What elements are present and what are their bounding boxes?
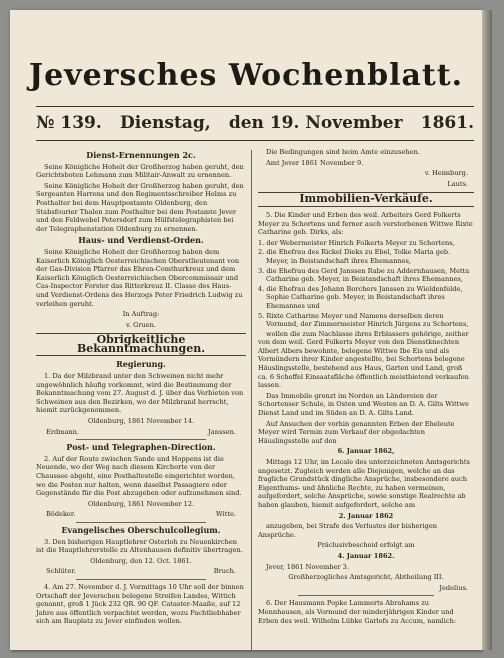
paragraph: wollen die zum Nachlasse ihres Erblassers gehörige, zeither von dem weil. Gerd Folkerts Meyer von den Dienstknechten Albert Albers bewohnte, belegene Wittwe Ibe Eis und als Vormündern ihrer Kinder angestellte, bei Schortens belegene Häuslingsstelle, bestehend aus Haus, Garten und Land, groß ca. 6 Scheffel Einsaatsfläche öffentlich meistbietend verkaufen lassen. [258, 329, 469, 390]
left-column [36, 148, 246, 628]
real-estate-heading: Immobilien-Verkäufe. [258, 192, 474, 207]
masthead-rule-top [36, 106, 474, 107]
signature: Witte. [215, 510, 236, 519]
paragraph: Seine Königliche Hoheit der Großherzog haben dem Kaiserlich Königlich Oesterreichischen Oberstlieutenant von der Gas-Division Pfarrer das Ehren-Comthurkreuz und dem Kaiserlich Königlich Oesterreichischen Obercommissair und Cas-Inspector Forster das Ritterkreuz II. Classe des Haus- und Verdienst-Ordens des Herzogs Peter Friedrich Ludwig zu verleihen geruht. [36, 247, 243, 308]
signature: Bödeker. [46, 510, 76, 519]
newspaper-page [10, 10, 482, 650]
term-date: 4. Januar 1862. [337, 551, 395, 560]
paragraph: 6. Der Hausmann Popke Lammerts Abrahams zu Mennhausen, als Vormund der minderjährigen Kinder und Erben des weil. Wilhelm Lübke Garlefs zu Accum, namlich: [258, 599, 457, 625]
signature: In Auftrag: [122, 310, 160, 319]
list-item: 1. der Webermeister Hinrich Folkerts Meyer zu Schortens, [258, 238, 455, 247]
separator [76, 522, 206, 523]
signature: Schlüter. [46, 567, 76, 576]
paragraph: 1. Da der Milzbrand unter den Schweinen nicht mehr ungewöhnlich häufig vorkommt, wird die Bestimmung der Bekanntmachung vom 27. August d. J. über das Verbieten von Schweinen aus den Bezirken, wo der Milzbrand herrscht, hiemit zurückgenommen. [36, 372, 244, 415]
masthead-title: Jeversches Wochenblatt. [28, 58, 464, 93]
paragraph: 4. Am 27. November d. J. Vormittags 10 Uhr soll der binnen Ortschaft der Jeverschen belegene Streifen Landes, Wittich genannt, groß 1 Jück 232 QR. 90 QF. Cataster-Maaße, auf 12 Jahre aus öffentlich verpachtet werden, wozu Pachtliebhaber sich am Bauplatz zu Jever einfinden wollen. [36, 582, 244, 626]
court-name: Großherzogliches Amtsgericht, Abtheilung III. [288, 573, 444, 582]
paragraph: Das Immobile grenzt im Norden an Ländereien der Schortenser Schule, in Osten und Westen an D. A. Gilts Wittwe Dienst Land und im Süden an D. A. Gilts Land. [258, 391, 469, 418]
paragraph: 5. Die Kinder und Erben des weil. Arbeiters Gerd Folkerts Meyer zu Schortens und ferner auch verstorbenen Wittwe Rixte Catharine geb. Dirks, als: [258, 210, 473, 237]
dateline: Oldenburg, 1861 November 14. [87, 417, 195, 426]
issue-number: № 139. [36, 113, 102, 133]
term-date: 2. Januar 1862 [338, 511, 394, 520]
dateline: Oldenburg, 1861 November 12. [87, 499, 195, 508]
signature: v. Gruen. [125, 320, 157, 329]
signatures [36, 510, 246, 519]
right-column [258, 148, 474, 627]
paragraph: Die Bedingungen sind beim Amte einzusehen. [266, 148, 420, 156]
dateline: Jever, 1861 November 3. [266, 562, 349, 571]
issue-date: den 19. November [228, 113, 403, 133]
page-edge [482, 10, 492, 650]
issue-rule-bottom [36, 140, 474, 141]
section-heading: Haus- und Verdienst-Orden. [78, 235, 204, 246]
paragraph: 3. Den bisherigen Hauptlehrer Osterloh zu Neuenkirchen ist die Hauptlehrerstelle zu Altenhausen definitiv übertragen. [36, 537, 243, 555]
separator [76, 579, 206, 580]
signature: Bruch. [213, 567, 236, 576]
authority-heading: Post- und Telegraphen-Direction. [66, 442, 216, 453]
term-date: 6. Januar 1862, [337, 447, 395, 456]
list-item: 3. die Ehefrau des Gerd Janssen Rabe zu Addernhausen, Metta Catharine geb. Meyer, in Beistandschaft ihres Ehemannes, [258, 266, 470, 284]
signature: Lauts. [447, 179, 468, 188]
announcements-heading: Obrigkeitliche Bekanntmachungen. [36, 333, 246, 356]
signature: Janssen. [208, 427, 236, 436]
section-heading: Dienst-Ernennungen 2c. [86, 150, 196, 160]
signature: Erdmann. [46, 427, 79, 436]
issue-year: 1861. [420, 113, 474, 133]
separator [76, 439, 206, 440]
signatures [36, 428, 246, 437]
issue-weekday: Dienstag, [120, 113, 211, 133]
issue-line [36, 110, 474, 136]
paragraph: Präclusivbescheid erfolgt am [317, 541, 415, 550]
list-item: 5. Rixte Catharine Meyer und Namens derselben deren Vormund, der Zimmermeister Hinrich Jürgens zu Schortens, [258, 311, 469, 329]
signature: Jedelius. [439, 583, 468, 592]
column-divider [251, 150, 252, 650]
signatures [36, 567, 246, 576]
paragraph: Auf Ansuchen der vorhin genannten Erben der Eheleute Meyer wird Termin zum Verkauf der obgedachten Häuslingsstelle auf den [258, 419, 455, 445]
list-item: 2. die Ehefrau des Rickel Dieks zu Ebel, Tolke Maria geb. Meyer, in Beistandschaft ihres Ehemannes, [258, 248, 451, 265]
separator [298, 595, 434, 596]
dateline: Amt Jever 1861 November 9. [266, 158, 364, 167]
paragraph: Seine Königliche Hoheit der Großherzog haben geruht, den Gerichtsboten Lehmann zum Militair-Anwalt zu ernennen. [36, 162, 244, 180]
paragraph: 2. Auf der Route zwischen Sande und Hoppens ist die Neuende, wo der Weg nach diesem Kirchorte von der Chaussee abgeht, eine Posthaltestelle eingerichtet worden, wo die Posten nur halten, wenn daselbst Passagiere oder Gegenstände für die Post abzugeben oder aufzunehmen sind. [36, 454, 242, 498]
authority-heading: Regierung. [116, 359, 166, 370]
list-item: 4. die Ehefrau des Johann Borchers Janssen zu Wieldenfelde, Sophie Catharine geb. Meyer, in Beistandschaft ihres Ehemannes und [258, 284, 463, 310]
signature: v. Heimburg. [424, 169, 468, 178]
dateline: Oldenburg, den 12. Oct. 1861. [90, 556, 192, 565]
paragraph: Mittags 12 Uhr, im Locale des unterzeichneten Amtsgerichts angesetzt. Zugleich werden alle Diejenigen, welche an das fragliche Grundstück dingliche Ansprüche, insbesondere auch Eigenthums- und ähnliche Rechte, zu haben vermeinen, aufgefordert, solche Ansprüche, sowie sonstige Realrechte ab haben glauben, hiemit aufgefordert, solche am [258, 458, 470, 509]
paragraph: Seine Königliche Hoheit der Großherzog haben geruht, den Sergeanten Harrens und den Regimentsschreiber Helms zu Posthalter bei dem Hauptpostamte Oldenburg, den Stabsfourier Thalen zum Posthalter bei dem Postamte Jever und den Feldwebel Petersdorf zum Hülfstelegraphisten bei der Telegraphenstation Oldenburg zu ernennen. [36, 181, 244, 233]
paragraph: anzugeben, bei Strafe des Verlustes der bisherigen Ansprüche. [258, 522, 438, 539]
authority-heading: Evangelisches Oberschulcollegium. [61, 524, 221, 535]
